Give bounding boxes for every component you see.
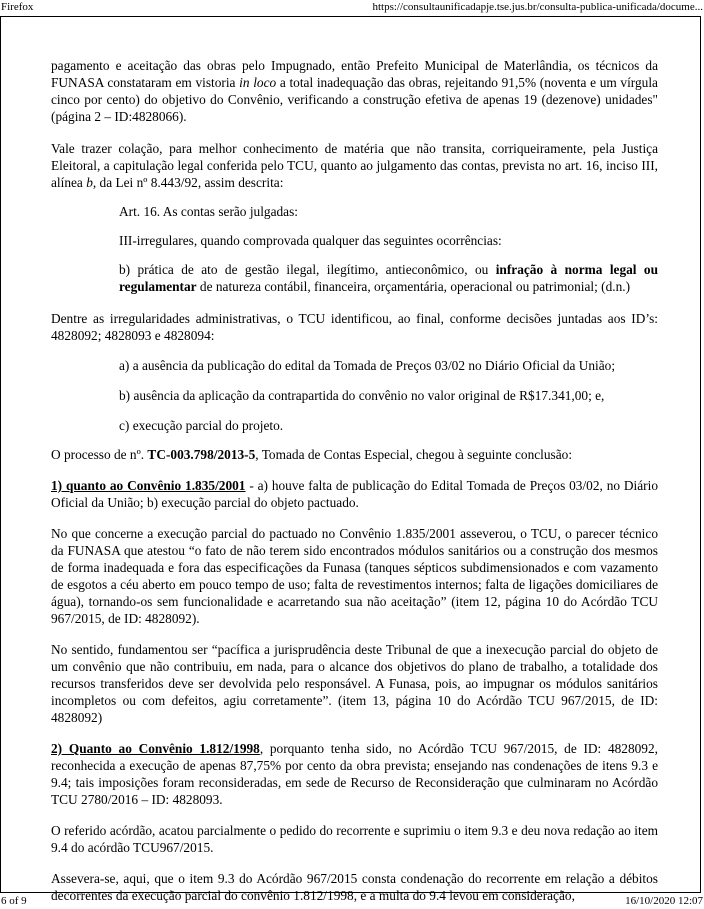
list-item-c: c) execução parcial do projeto. xyxy=(119,418,284,433)
document-body xyxy=(51,57,658,904)
print-footer xyxy=(0,894,704,908)
bold-infracao: infração à norma legal ou regulamentar xyxy=(119,262,658,294)
page-number: 6 of 9 xyxy=(1,895,27,907)
heading-convenio-1812: 2) Quanto ao Convênio 1.812/1998 xyxy=(51,741,260,756)
italic-alinea: b xyxy=(86,175,93,190)
paragraph-partial-execution: No que concerne a execução parcial do pactuado no Convênio 1.835/2001 asseverou, o TCU, o parecer técnico da FUNASA que atestou “o fato de não terem sido encontrados módulos sanitários ou a construção dos mesmos de forma inadequada e fora das especificações da Funasa (tanques sépticos subdimensionados e com vazamento de esgotos a céu aberto em pouco tempo de uso; falta de revestimentos internos; falta de ligações domiciliares de água), tornando-os sem funcionalidade e acarretando sua não aceitação” (item 12, página 10 do Acórdão TCU 967/2015, de ID: 4828092). xyxy=(51,526,658,626)
italic-in-loco: in loco xyxy=(239,75,277,90)
paragraph-process-number: O processo de nº. TC-003.798/2013-5, Tomada de Contas Especial, chegou à seguinte conclusão: xyxy=(51,447,573,462)
page-url[interactable]: https://consultaunificadapje.tse.jus.br/consulta-publica-unificada/docume... xyxy=(372,1,703,13)
paragraph-acordao-revision: O referido acórdão, acatou parcialmente o pedido do recorrente e suprimiu o item 9.3 e deu nova redação ao item 9.4 do acórdão TCU967/2015. xyxy=(51,823,658,855)
print-datetime: 16/10/2020 12:07 xyxy=(625,895,703,907)
heading-convenio-1835: 1) quanto ao Convênio 1.835/2001 xyxy=(51,478,246,493)
list-item-a: a) a ausência da publicação do edital da Tomada de Preços 03/02 no Diário Oficial da União; xyxy=(119,358,616,373)
list-item-b: b) ausência da aplicação da contrapartida do convênio no valor original de R$17.341,00; e, xyxy=(119,388,605,403)
paragraph-convenio-1812: 2) Quanto ao Convênio 1.812/1998, porquanto tenha sido, no Acórdão TCU 967/2015, de ID: 4828092, reconhecida a execução de apenas 87,75% por cento da obra prevista; ensejando nas condenações de itens 9.3 e 9.4; tais imposições foram reconsideradas, em sede de Recurso de Reconsideração que culminaram no Acórdão TCU 2780/2016 – ID: 4828093. xyxy=(51,741,658,807)
paragraph-legal-basis: Vale trazer colação, para melhor conhecimento de matéria que não transita, corriqueiramente, pela Justiça Eleitoral, a capitulação legal conferida pelo TCU, quanto ao julgamento das contas, prevista no art. 16, inciso III, alínea b, da Lei nº 8.443/92, assim descrita: xyxy=(51,141,658,190)
browser-title: Firefox xyxy=(1,1,34,13)
quote-item-b: b) prática de ato de gestão ilegal, ilegítimo, antieconômico, ou infração à norma legal ou regulamentar de natureza contábil, financeira, orçamentária, operacional ou patrimonial; (d.n.) xyxy=(119,262,658,294)
quote-irregulares: III-irregulares, quando comprovada qualquer das seguintes ocorrências: xyxy=(119,233,502,248)
bold-process-number: TC-003.798/2013-5 xyxy=(147,447,256,462)
quote-art-16: Art. 16. As contas serão julgadas: xyxy=(119,204,298,219)
print-header xyxy=(0,0,704,14)
paragraph-funasa-inspection: pagamento e aceitação das obras pelo Impugnado, então Prefeito Municipal de Materlândia, os técnicos da FUNASA constataram em vistoria in loco a total inadequação das obras, rejeitando 91,5% (noventa e um vírgula cinco por cento) do objetivo do Convênio, verificando a construção efetiva de apenas 19 (dezenove) unidades" (página 2 – ID:4828066). xyxy=(51,58,658,124)
paragraph-convenio-1835: 1) quanto ao Convênio 1.835/2001 - a) houve falta de publicação do Edital Tomada de Preços 03/02, no Diário Oficial da União; b) execução parcial do objeto pactuado. xyxy=(51,478,658,510)
paragraph-jurisprudence: No sentido, fundamentou ser “pacífica a jurisprudência deste Tribunal de que a inexecução parcial do objeto de um convênio que não contribuiu, em nada, para o alcance dos objetivos do plano de trabalho, a totalidade dos recursos transferidos deve ser devolvida pelo responsável. A Funasa, pois, ao impugnar os módulos sanitários incompletos ou com defeitos, agiu corretamente”. (item 13, página 10 do Acórdão TCU 967/2015, de ID: 4828092) xyxy=(51,642,658,725)
paragraph-irregularities: Dentre as irregularidades administrativas, o TCU identificou, ao final, conforme decisões juntadas aos ID’s: 4828092; 4828093 e 4828094: xyxy=(51,311,658,343)
paragraph-item-93: Assevera-se, aqui, que o item 9.3 do Acórdão 967/2015 consta condenação do recorrente em relação a débitos decorrentes da execução parcial do convênio 1.812/1998, e a multa do 9.4 levou em consideração, xyxy=(51,871,658,903)
